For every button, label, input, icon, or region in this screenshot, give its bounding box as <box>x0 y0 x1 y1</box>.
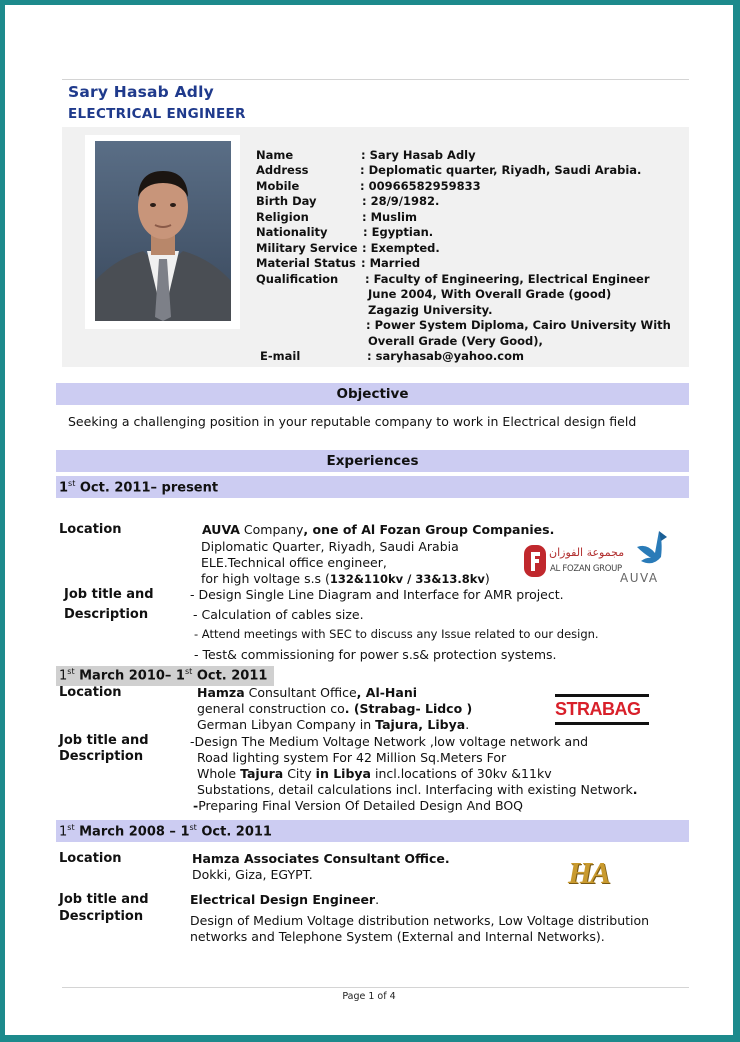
ha-logo-text: HA <box>568 855 609 890</box>
candidate-role: ELECTRICAL ENGINEER <box>68 106 246 122</box>
value-military: : Exempted. <box>362 241 440 255</box>
strabag-bar-top <box>555 694 649 697</box>
value-qualification-1: : Faculty of Engineering, Electrical Engineer <box>365 272 650 286</box>
value-qualification-5: Overall Grade (Very Good), <box>368 334 543 348</box>
label-qualification: Qualification <box>256 272 339 286</box>
auva-logo <box>617 527 689 587</box>
value-name: : Sary Hasab Adly <box>361 148 476 162</box>
value-birthday: : 28/9/1982. <box>362 194 440 208</box>
objective-heading: Objective <box>336 386 409 402</box>
e1-duty-4: - Test& commissioning for power s.s& protection systems. <box>194 647 557 662</box>
value-qualification-2: June 2004, With Overall Grade (good) <box>368 287 612 301</box>
e3-company: Hamza Associates Consultant Office. <box>192 851 450 866</box>
e2-job-label-2: Description <box>59 749 144 764</box>
e1-company: AUVA Company, one of Al Fozan Group Companies. <box>202 522 555 537</box>
objective-text: Seeking a challenging position in your reputable company to work in Electrical design field <box>68 414 637 429</box>
value-address: : Deplomatic quarter, Riyadh, Saudi Arabia. <box>360 163 642 177</box>
strabag-bar-bottom <box>555 722 649 725</box>
e2-job-label-1: Job title and <box>59 733 149 748</box>
e1-duty-3: - Attend meetings with SEC to discuss any Issue related to our design. <box>194 627 599 641</box>
ha-logo <box>568 855 646 889</box>
resume-page <box>5 5 733 1035</box>
e3-duty-1: Design of Medium Voltage distribution networks, Low Voltage distribution <box>190 913 650 928</box>
e2-company-2: general construction co. (Strabag- Lidco ) <box>197 701 473 716</box>
value-qualification-4: : Power System Diploma, Cairo University With <box>366 318 671 332</box>
e1-location-4: for high voltage s.s (132&110kv / 33&13.8kv) <box>201 571 490 586</box>
e1-job-label-2: Description <box>64 607 149 622</box>
period-1: 1st Oct. 2011– present <box>59 479 219 496</box>
value-qualification-3: Zagazig University. <box>368 303 493 317</box>
e1-location-label: Location <box>59 522 122 537</box>
e1-job-label-1: Job title and <box>64 587 154 602</box>
auva-text: AUVA <box>620 571 659 585</box>
e2-duty-4: Substations, detail calculations incl. Interfacing with existing Network. <box>197 782 638 797</box>
label-email: E-mail <box>260 349 301 363</box>
e2-duty-2: Road lighting system For 42 Million Sq.Meters For <box>197 750 507 765</box>
e2-location-label: Location <box>59 685 122 700</box>
strabag-text: STRABAG <box>555 699 641 719</box>
alfozan-arabic-text: مجموعة الفوزان <box>549 546 625 559</box>
e2-company-1: Hamza Consultant Office, Al-Hani <box>197 685 417 700</box>
e3-location-label: Location <box>59 851 122 866</box>
e3-location-2: Dokki, Giza, EGYPT. <box>192 867 313 882</box>
page-number: Page 1 of 4 <box>342 991 396 1002</box>
e1-location-2: Diplomatic Quarter, Riyadh, Saudi Arabia <box>201 539 459 554</box>
label-address: Address <box>256 163 309 177</box>
e1-duty-2: - Calculation of cables size. <box>193 607 364 622</box>
value-religion: : Muslim <box>362 210 417 224</box>
e2-company-3: German Libyan Company in Tajura, Libya. <box>197 717 470 732</box>
e3-job-label-1: Job title and <box>59 892 149 907</box>
profile-photo <box>95 141 231 321</box>
label-material-status: Material Status <box>256 256 356 270</box>
e2-duty-5: -Preparing Final Version Of Detailed Design And BOQ <box>193 798 524 813</box>
e1-duty-1: - Design Single Line Diagram and Interface for AMR project. <box>190 587 564 602</box>
e3-job-title: Electrical Design Engineer. <box>190 892 380 907</box>
label-religion: Religion <box>256 210 309 224</box>
period-3: 1st March 2008 – 1st Oct. 2011 <box>59 823 272 840</box>
footer-rule <box>62 987 689 988</box>
candidate-name: Sary Hasab Adly <box>68 83 214 101</box>
label-birthday: Birth Day <box>256 194 317 208</box>
value-email: : saryhasab@yahoo.com <box>367 349 524 363</box>
alfozan-logo <box>523 543 625 581</box>
label-mobile: Mobile <box>256 179 300 193</box>
value-material-status: : Married <box>361 256 421 270</box>
e3-duty-2: networks and Telephone System (External and Internal Networks). <box>190 929 605 944</box>
label-name: Name <box>256 148 294 162</box>
value-mobile: : 00966582959833 <box>360 179 481 193</box>
experiences-heading: Experiences <box>326 453 419 469</box>
period-2: 1st March 2010– 1st Oct. 2011 <box>59 667 268 684</box>
alfozan-english-text: AL FOZAN GROUP <box>550 564 622 574</box>
e3-job-label-2: Description <box>59 909 144 924</box>
e2-duty-3: Whole Tajura City in Libya incl.locations of 30kv &11kv <box>197 766 552 781</box>
label-military: Military Service <box>256 241 358 255</box>
value-nationality: : Egyptian. <box>363 225 434 239</box>
strabag-logo <box>555 694 649 726</box>
e1-location-3: ELE.Technical office engineer, <box>201 555 387 570</box>
e2-duty-1: -Design The Medium Voltage Network ,low voltage network and <box>190 734 589 749</box>
top-rule <box>62 79 689 80</box>
label-nationality: Nationality <box>256 225 328 239</box>
